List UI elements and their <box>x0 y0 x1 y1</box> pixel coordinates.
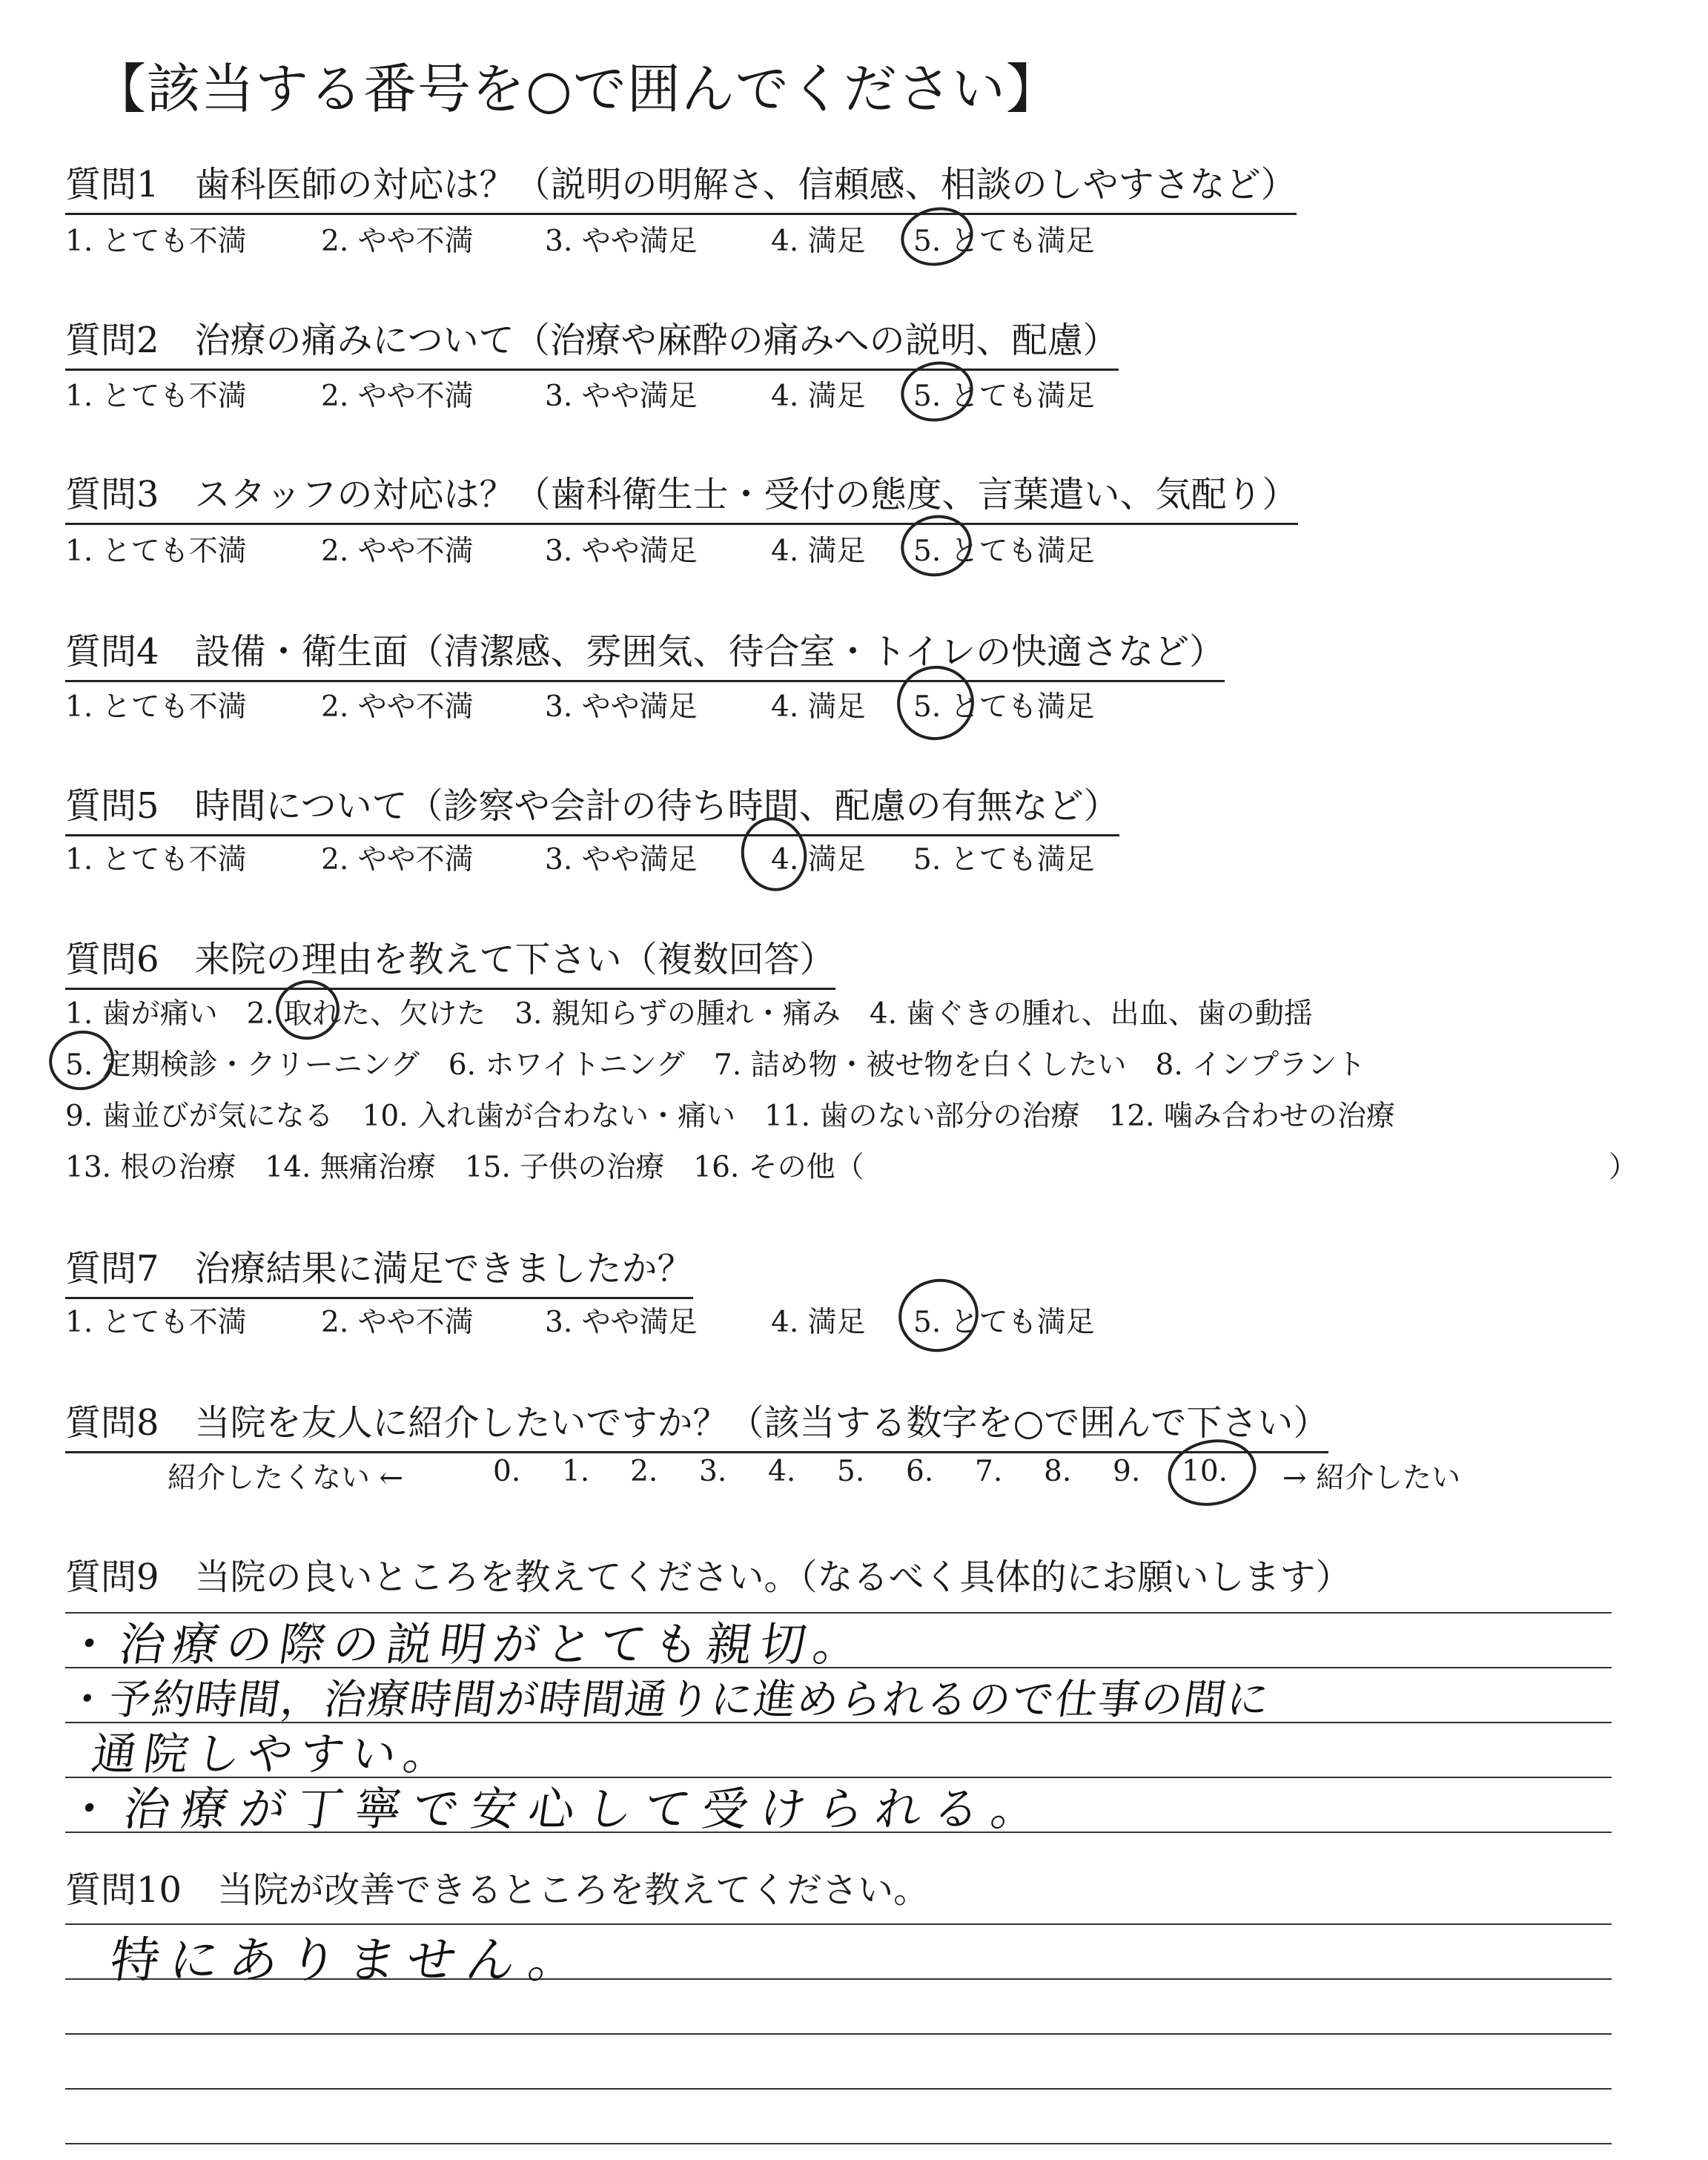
q8-number-5[interactable]: 5. <box>837 1455 865 1488</box>
question-1-title: 質問1 歯科医師の対応は？（説明の明解さ、信頼感、相談のしやすさなど） <box>65 156 1297 215</box>
q8-number-3[interactable]: 3. <box>699 1455 727 1488</box>
q10-answer-rule-3 <box>65 2033 1612 2035</box>
q1-option-2[interactable]: 2. やや不満 <box>321 225 474 258</box>
q7-selection-circle <box>892 1272 985 1359</box>
q3-option-1[interactable]: 1. とても不満 <box>65 535 247 568</box>
question-10-title: 質問10 当院が改善できるところを教えてください。 <box>65 1869 930 1911</box>
q8-number-2[interactable]: 2. <box>630 1455 658 1488</box>
q2-option-5[interactable]: 5. とても満足 <box>913 380 1095 413</box>
question-5-title: 質問5 時間について（診察や会計の待ち時間、配慮の有無など） <box>65 777 1119 836</box>
q1-option-1[interactable]: 1. とても不満 <box>65 225 247 258</box>
q1-option-4[interactable]: 4. 満足 <box>771 225 866 258</box>
q4-option-5[interactable]: 5. とても満足 <box>913 690 1095 724</box>
q7-option-5[interactable]: 5. とても満足 <box>913 1306 1095 1339</box>
q4-option-2[interactable]: 2. やや不満 <box>321 690 474 724</box>
q8-number-8[interactable]: 8. <box>1044 1455 1072 1488</box>
q3-option-5[interactable]: 5. とても満足 <box>913 535 1095 568</box>
q4-option-4[interactable]: 4. 満足 <box>771 690 866 724</box>
q5-option-4[interactable]: 4. 満足 <box>771 843 866 876</box>
q5-option-2[interactable]: 2. やや不満 <box>321 843 474 876</box>
q5-option-3[interactable]: 3. やや満足 <box>545 843 698 876</box>
q2-option-3[interactable]: 3. やや満足 <box>545 380 698 413</box>
q3-option-4[interactable]: 4. 満足 <box>771 535 866 568</box>
q9-answer-line-1: ・治療の際の説明がとても親切。 <box>62 1617 871 1671</box>
q6-options-line-1[interactable]: 1. 歯が痛い 2. 取れた、欠けた 3. 親知らずの腫れ・痛み 4. 歯ぐきの腫れ、出血、歯の動揺 <box>65 997 1313 1031</box>
form-instruction-header: 【該当する番号を○で囲んでください】 <box>93 58 1060 120</box>
q8-number-7[interactable]: 7. <box>975 1455 1003 1488</box>
q8-number-10[interactable]: 10. <box>1182 1455 1228 1488</box>
question-6-title: 質問6 来院の理由を教えて下さい（複数回答） <box>65 931 835 990</box>
q5-option-5[interactable]: 5. とても満足 <box>913 843 1095 876</box>
q1-option-5[interactable]: 5. とても満足 <box>913 225 1095 258</box>
q8-number-1[interactable]: 1. <box>562 1455 590 1488</box>
q6-options-line-2[interactable]: 5. 定期検診・クリーニング 6. ホワイトニング 7. 詰め物・被せ物を白くしたい 8. インプラント <box>65 1048 1366 1082</box>
q7-option-3[interactable]: 3. やや満足 <box>545 1306 698 1339</box>
q7-option-1[interactable]: 1. とても不満 <box>65 1306 247 1339</box>
q10-answer-line-1: 特にありません。 <box>106 1932 592 1989</box>
q1-option-3[interactable]: 3. やや満足 <box>545 225 698 258</box>
q7-option-2[interactable]: 2. やや不満 <box>321 1306 474 1339</box>
q9-answer-line-2: ・予約時間，治療時間が時間通りに進められるので仕事の間に <box>62 1676 1274 1724</box>
q7-option-4[interactable]: 4. 満足 <box>771 1306 866 1339</box>
q8-number-0[interactable]: 0. <box>493 1455 521 1488</box>
q3-option-3[interactable]: 3. やや満足 <box>545 535 698 568</box>
q8-scale-right-label: → 紹介したい <box>1282 1462 1461 1495</box>
q2-option-2[interactable]: 2. やや不満 <box>321 380 474 413</box>
q6-options-line-4[interactable]: 13. 根の治療 14. 無痛治療 15. 子供の治療 16. その他（ <box>65 1151 864 1184</box>
q10-answer-rule-4 <box>65 2088 1612 2090</box>
q10-answer-rule-5 <box>65 2143 1612 2144</box>
q2-option-4[interactable]: 4. 満足 <box>771 380 866 413</box>
q6-selection-circle-5 <box>44 1025 120 1097</box>
q9-answer-line-3: 通院しやすい。 <box>88 1728 460 1780</box>
question-3-title: 質問3 スタッフの対応は？（歯科衛生士・受付の態度、言葉遣い、気配り） <box>65 466 1298 525</box>
q5-option-1[interactable]: 1. とても不満 <box>65 843 247 876</box>
q8-number-4[interactable]: 4. <box>768 1455 796 1488</box>
q8-number-9[interactable]: 9. <box>1113 1455 1141 1488</box>
q8-scale-left-label: 紹介したくない ← <box>168 1462 404 1495</box>
q2-option-1[interactable]: 1. とても不満 <box>65 380 247 413</box>
q6-other-close-paren: ） <box>1609 1151 1638 1184</box>
q9-answer-line-4: ・治療が丁寧で安心して受けられる。 <box>62 1782 1053 1836</box>
question-9-title: 質問9 当院の良いところを教えてください。（なるべく具体的にお願いします） <box>65 1556 1351 1598</box>
q4-option-3[interactable]: 3. やや満足 <box>545 690 698 724</box>
question-4-title: 質問4 設備・衛生面（清潔感、雰囲気、待合室・トイレの快適さなど） <box>65 623 1225 682</box>
q3-option-2[interactable]: 2. やや不満 <box>321 535 474 568</box>
q4-option-1[interactable]: 1. とても不満 <box>65 690 247 724</box>
q6-options-line-3[interactable]: 9. 歯並びが気になる 10. 入れ歯が合わない・痛い 11. 歯のない部分の治療 12. 噛み合わせの治療 <box>65 1100 1395 1133</box>
question-2-title: 質問2 治療の痛みについて（治療や麻酔の痛みへの説明、配慮） <box>65 311 1119 371</box>
q8-number-6[interactable]: 6. <box>906 1455 934 1488</box>
question-7-title: 質問7 治療結果に満足できましたか？ <box>65 1240 693 1299</box>
question-8-title: 質問8 当院を友人に紹介したいですか？（該当する数字を○で囲んで下さい） <box>65 1394 1328 1453</box>
